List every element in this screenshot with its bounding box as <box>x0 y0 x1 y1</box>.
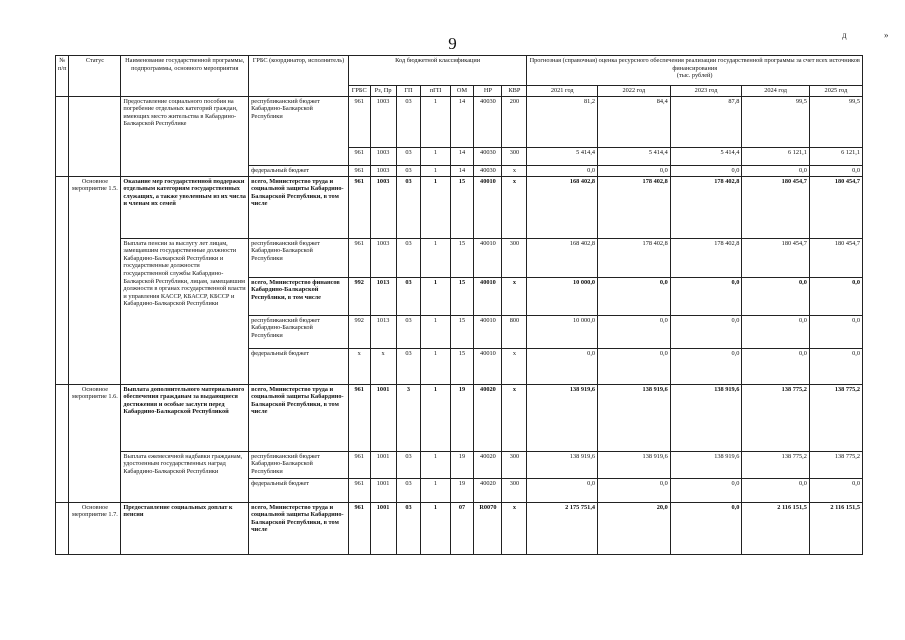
table-row <box>56 384 863 451</box>
cell-status: Основное мероприятие 1.6. <box>69 384 121 502</box>
page-number: 9 <box>448 34 457 53</box>
cell-value: 5 414,4 <box>598 147 671 165</box>
cell-code: 1 <box>421 147 450 165</box>
cell-grbs: федеральный бюджет <box>249 478 349 502</box>
cell-value: 84,4 <box>598 96 671 147</box>
cell-code: 1 <box>421 451 450 478</box>
cell-value: 20,0 <box>598 502 671 554</box>
cell-code: 961 <box>348 384 370 451</box>
cell-code: 40010 <box>474 238 502 277</box>
table-row <box>56 502 863 554</box>
cell-code: 40010 <box>474 315 502 348</box>
cell-value: 138 775,2 <box>742 384 809 451</box>
cell-code: 40010 <box>474 277 502 315</box>
corner-mark-1: д <box>842 30 847 40</box>
header-code-col: НР <box>474 86 502 97</box>
cell-code: 961 <box>348 478 370 502</box>
header-grbs: ГРБС (координатор, исполнитель) <box>249 56 349 97</box>
cell-code: 1 <box>421 478 450 502</box>
header-code-col: ГП <box>396 86 421 97</box>
cell-value: 0,0 <box>598 478 671 502</box>
cell-code: 300 <box>502 451 527 478</box>
cell-code: x <box>502 348 527 384</box>
cell-value: 0,0 <box>809 165 862 176</box>
cell-code: 1001 <box>370 451 396 478</box>
cell-code: 1 <box>421 96 450 147</box>
cell-code: 15 <box>450 315 474 348</box>
cell-code: 19 <box>450 384 474 451</box>
cell-code: 40030 <box>474 147 502 165</box>
cell-value: 138 775,2 <box>809 384 862 451</box>
cell-code: 03 <box>396 478 421 502</box>
cell-program-name: Выплата пенсии за выслугу лет лицам, замещавшим государственные должности Кабардино-Балкарской Республики и государственные должности государственной службы Кабардино-Балкарской Республики, лицам, замещавшим должности в органах государственной власти и управления КАССР, КБАССР, КБССР и Кабардино-Балкарской Республики <box>121 238 249 384</box>
cell-value: 0,0 <box>670 348 742 384</box>
cell-status: Основное мероприятие 1.7. <box>69 502 121 554</box>
cell-value: 0,0 <box>670 315 742 348</box>
header-code-col: ОМ <box>450 86 474 97</box>
corner-mark-2: » <box>884 30 889 40</box>
cell-value: 99,5 <box>742 96 809 147</box>
cell-value: 10 000,0 <box>527 277 598 315</box>
cell-code: x <box>502 176 527 238</box>
cell-code: 1001 <box>370 384 396 451</box>
table-header <box>56 56 863 97</box>
cell-value: 178 402,8 <box>670 238 742 277</box>
cell-code: 15 <box>450 277 474 315</box>
cell-code: 40020 <box>474 478 502 502</box>
cell-value: 180 454,7 <box>809 238 862 277</box>
cell-code: 961 <box>348 238 370 277</box>
cell-value: 180 454,7 <box>742 238 809 277</box>
cell-code: x <box>502 384 527 451</box>
cell-code: 15 <box>450 348 474 384</box>
cell-code: 1 <box>421 384 450 451</box>
table-row <box>56 96 863 147</box>
budget-table <box>55 55 863 555</box>
cell-code: 3 <box>396 384 421 451</box>
cell-code: 961 <box>348 451 370 478</box>
cell-grbs: республиканский бюджет Кабардино-Балкарской Республики <box>249 451 349 478</box>
cell-code: 1 <box>421 238 450 277</box>
cell-status: Основное мероприятие 1.5. <box>69 176 121 384</box>
cell-value: 138 919,6 <box>598 384 671 451</box>
cell-code: 40020 <box>474 384 502 451</box>
cell-code: 1003 <box>370 238 396 277</box>
header-code: Код бюджетной классификации <box>348 56 527 86</box>
cell-code: 40030 <box>474 96 502 147</box>
cell-code: 03 <box>396 315 421 348</box>
cell-code: 300 <box>502 238 527 277</box>
cell-value: 0,0 <box>527 348 598 384</box>
cell-code: 1003 <box>370 147 396 165</box>
cell-value: 0,0 <box>742 165 809 176</box>
cell-grbs: всего, Министерство труда и социальной защиты Кабардино-Балкарской Республики, в том числе <box>249 176 349 238</box>
cell-code: 1 <box>421 315 450 348</box>
cell-code: 40010 <box>474 176 502 238</box>
cell-code: 1 <box>421 277 450 315</box>
cell-value: 138 919,6 <box>527 384 598 451</box>
cell-value: 0,0 <box>598 277 671 315</box>
cell-code: 14 <box>450 147 474 165</box>
cell-grbs: республиканский бюджет Кабардино-Балкарской Республики <box>249 96 349 165</box>
cell-code: 14 <box>450 165 474 176</box>
cell-code: 15 <box>450 176 474 238</box>
cell-value: 138 919,6 <box>527 451 598 478</box>
cell-value: 138 775,2 <box>742 451 809 478</box>
cell-code: 200 <box>502 96 527 147</box>
cell-value: 168 402,8 <box>527 238 598 277</box>
cell-value: 2 116 151,5 <box>742 502 809 554</box>
cell-value: 0,0 <box>670 277 742 315</box>
header-year-col: 2022 год <box>598 86 671 97</box>
cell-value: 0,0 <box>598 348 671 384</box>
header-year-col: 2025 год <box>809 86 862 97</box>
cell-value: 138 919,6 <box>670 451 742 478</box>
cell-value: 168 402,8 <box>527 176 598 238</box>
cell-code: 15 <box>450 238 474 277</box>
cell-value: 138 919,6 <box>670 384 742 451</box>
cell-program-name: Оказание мер государственной поддержки отдельным категориям государственных служащих, а также уволенным из их числа и членам их семей <box>121 176 249 238</box>
cell-code: 300 <box>502 478 527 502</box>
cell-grbs: всего, Министерство финансов Кабардино-Балкарской Республики, в том числе <box>249 277 349 315</box>
header-code-col: Рз, Пр <box>370 86 396 97</box>
cell-code: 19 <box>450 451 474 478</box>
cell-code: 1013 <box>370 315 396 348</box>
cell-value: 0,0 <box>527 165 598 176</box>
cell-code: 03 <box>396 165 421 176</box>
cell-code: 961 <box>348 176 370 238</box>
cell-code: 1003 <box>370 165 396 176</box>
cell-value: 2 175 751,4 <box>527 502 598 554</box>
cell-code: 03 <box>396 238 421 277</box>
cell-code: x <box>502 277 527 315</box>
cell-code: 1001 <box>370 502 396 554</box>
cell-value: 0,0 <box>670 478 742 502</box>
cell-grbs: федеральный бюджет <box>249 348 349 384</box>
cell-code: 03 <box>396 176 421 238</box>
cell-num <box>56 96 69 176</box>
cell-code: 07 <box>450 502 474 554</box>
cell-code: 40010 <box>474 348 502 384</box>
cell-program-name: Выплата дополнительного материального обеспечения гражданам за выдающиеся достижения и особые заслуги перед Кабардино-Балкарской Республикой <box>121 384 249 451</box>
cell-value: 6 121,1 <box>742 147 809 165</box>
header-code-col: КВР <box>502 86 527 97</box>
cell-code: 992 <box>348 277 370 315</box>
cell-program-name: Предоставление социального пособия на погребение отдельных категорий граждан, имеющих место жительства в Кабардино-Балкарской Республике <box>121 96 249 176</box>
cell-code: 03 <box>396 277 421 315</box>
cell-code: 992 <box>348 315 370 348</box>
cell-value: 6 121,1 <box>809 147 862 165</box>
cell-code: 1003 <box>370 176 396 238</box>
cell-value: 0,0 <box>809 277 862 315</box>
cell-code: 03 <box>396 147 421 165</box>
cell-grbs: всего, Министерство труда и социальной защиты Кабардино-Балкарской Республики, в том числе <box>249 502 349 554</box>
header-num: № п/п <box>56 56 69 97</box>
cell-grbs: республиканский бюджет Кабардино-Балкарской Республики <box>249 238 349 277</box>
cell-grbs: всего, Министерство труда и социальной защиты Кабардино-Балкарской Республики, в том числе <box>249 384 349 451</box>
cell-code: 03 <box>396 451 421 478</box>
cell-code: 1 <box>421 502 450 554</box>
table-body <box>56 96 863 554</box>
cell-value: 0,0 <box>742 277 809 315</box>
cell-value: 178 402,8 <box>598 238 671 277</box>
cell-code: 03 <box>396 502 421 554</box>
cell-code: 1 <box>421 176 450 238</box>
cell-value: 0,0 <box>742 315 809 348</box>
header-year-col: 2021 год <box>527 86 598 97</box>
header-units: (тыс. рублей) <box>676 72 713 80</box>
cell-code: 40020 <box>474 451 502 478</box>
cell-value: 180 454,7 <box>742 176 809 238</box>
cell-value: 0,0 <box>809 315 862 348</box>
cell-value: 0,0 <box>742 478 809 502</box>
cell-value: 138 775,2 <box>809 451 862 478</box>
cell-code: 03 <box>396 348 421 384</box>
cell-value: 0,0 <box>809 348 862 384</box>
cell-code: R0070 <box>474 502 502 554</box>
cell-value: 2 116 151,5 <box>809 502 862 554</box>
cell-code: 1003 <box>370 96 396 147</box>
cell-code: 961 <box>348 165 370 176</box>
cell-code: 1 <box>421 348 450 384</box>
cell-code: 300 <box>502 147 527 165</box>
cell-num <box>56 502 69 554</box>
cell-grbs: федеральный бюджет <box>249 165 349 176</box>
cell-value: 178 402,8 <box>598 176 671 238</box>
header-forecast-text: Прогнозная (справочная) оценка ресурсного обеспечения реализации государственной программы за счет всех источников финансирования <box>529 57 860 72</box>
cell-program-name: Предоставление социальных доплат к пенсии <box>121 502 249 554</box>
cell-value: 0,0 <box>670 165 742 176</box>
cell-value: 87,8 <box>670 96 742 147</box>
header-status: Статус <box>69 56 121 97</box>
cell-code: x <box>502 165 527 176</box>
cell-code: 1013 <box>370 277 396 315</box>
header-name: Наименование государственной программы, подпрограммы, основного мероприятия <box>121 56 249 97</box>
cell-value: 0,0 <box>742 348 809 384</box>
cell-code: 14 <box>450 96 474 147</box>
header-code-col: ГРБС <box>348 86 370 97</box>
cell-code: x <box>370 348 396 384</box>
header-forecast <box>527 56 863 86</box>
cell-program-name: Выплата ежемесячной надбавки гражданам, удостоенным государственных наград Кабардино-Балкарской Республики <box>121 451 249 502</box>
cell-value: 0,0 <box>809 478 862 502</box>
cell-code: 1 <box>421 165 450 176</box>
table-row <box>56 451 863 478</box>
cell-code: 19 <box>450 478 474 502</box>
cell-code: x <box>502 502 527 554</box>
cell-value: 5 414,4 <box>527 147 598 165</box>
header-year-col: 2023 год <box>670 86 742 97</box>
cell-num <box>56 176 69 384</box>
cell-code: 961 <box>348 147 370 165</box>
cell-code: 800 <box>502 315 527 348</box>
cell-value: 99,5 <box>809 96 862 147</box>
header-year-col: 2024 год <box>742 86 809 97</box>
cell-value: 178 402,8 <box>670 176 742 238</box>
cell-value: 10 000,0 <box>527 315 598 348</box>
cell-value: 5 414,4 <box>670 147 742 165</box>
cell-code: 961 <box>348 96 370 147</box>
header-code-col: пГП <box>421 86 450 97</box>
cell-code: 03 <box>396 96 421 147</box>
cell-code: 961 <box>348 502 370 554</box>
table-row <box>56 238 863 277</box>
cell-code: x <box>348 348 370 384</box>
cell-value: 0,0 <box>527 478 598 502</box>
cell-status <box>69 96 121 176</box>
cell-value: 138 919,6 <box>598 451 671 478</box>
cell-num <box>56 384 69 502</box>
cell-value: 0,0 <box>598 315 671 348</box>
cell-value: 0,0 <box>670 502 742 554</box>
cell-code: 40030 <box>474 165 502 176</box>
cell-value: 0,0 <box>598 165 671 176</box>
cell-value: 81,2 <box>527 96 598 147</box>
cell-code: 1001 <box>370 478 396 502</box>
cell-grbs: республиканский бюджет Кабардино-Балкарской Республики <box>249 315 349 348</box>
cell-value: 180 454,7 <box>809 176 862 238</box>
table-row <box>56 176 863 238</box>
